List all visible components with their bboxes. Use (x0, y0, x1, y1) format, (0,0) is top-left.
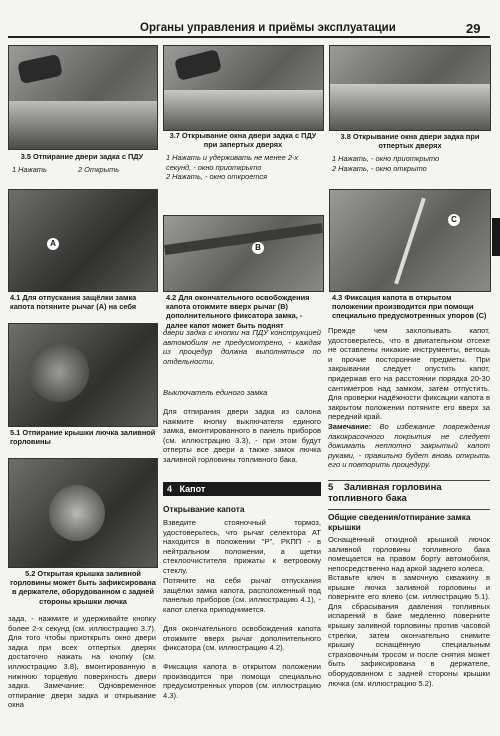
bonnet-text-4: Фиксация капота в открытом положении производится при помощи специально предусмотренных упоров (см. иллюстрацию 4.3). (163, 662, 321, 700)
figure-5-2-caption: 5.2 Открытая крышка заливной горловины может быть зафиксирована в держателе, оборудованном с задней стороны крышки лючка (10, 569, 156, 606)
section-5-number: 5 (328, 482, 334, 493)
bonnet-text-2: Потяните на себя рычаг отпускания защёлки замка капота, расположенный под панелью приборов (см. иллюстрацию 4.1), - капот слегка приподнимется. (163, 576, 321, 614)
marker-a: A (47, 238, 59, 250)
fuel-cap-image (49, 485, 105, 541)
section-4-header (163, 482, 321, 496)
photo-4-3 (329, 189, 491, 292)
bonnet-opening-heading: Открывание капота (163, 504, 245, 514)
figure-4-1-caption: 4.1 Для отпускания защёлки замка капота потяните рычаг (А) на себя (10, 293, 137, 312)
figure-4-3-caption: 4.3 Фиксация капота в открытом положении производится при помощи специально предусмотренных упоров (C) (332, 293, 487, 321)
section-5-header (328, 482, 490, 504)
section-5-rule-bottom (328, 509, 490, 510)
header-rule (8, 36, 490, 38)
fuel-filler-heading: Общие сведения/отпирание замка крышки (328, 512, 471, 532)
photo-5-1 (8, 323, 158, 427)
bonnet-text-3: Для окончательного освобождения капота отожмите вверх рычаг дополнительного фиксатора (см. иллюстрацию 4.2). (163, 624, 321, 653)
photo-4-1 (8, 189, 158, 292)
figure-5-1-caption: 5.1 Отпирание крышки лючка заливной горловины (10, 428, 156, 447)
bonnet-text-1: Взведите стояночный тормоз, удостоверьтесь, что рычаг селектора АТ находится в положении "Р", РКПП - в нейтральном положении, а щетки стеклоочистителя прижаты к ветровому стеклу. (163, 518, 321, 575)
key-fob-image (174, 49, 222, 81)
figure-4-2-caption: 4.2 Для окончательного освобождения капота отожмите вверх рычаг (B) дополнительного фиксатора замка, - далее капот может быть поднят (166, 293, 310, 330)
running-header-title: Органы управления и приёмы эксплуатации (140, 22, 396, 34)
section-5-title: Заливная горловина топливного бака (328, 482, 442, 504)
section-4-title: Капот (179, 484, 206, 494)
figure-3-7-item-1: 1 Нажать и удерживать не менее 2-х секунд, - окно приоткрыто (166, 153, 299, 172)
car-trunk-image (330, 84, 490, 130)
car-trunk-image (9, 101, 157, 149)
photo-3-8 (329, 45, 491, 131)
left-column-text: зада, - нажмите и удерживайте кнопку более 2-х секунд (см. иллюстрацию 3.7). Для того чтобы приоткрыть окно двери задка при всех отпертых дверях достаточно нажать на кнопку (см. иллюстрацию 3.8), вмонтированную в нижнюю торцевую поверхность двери задка. Замечание: Одновременное отпирание двери задка и открывание окна (8, 614, 156, 710)
fuel-filler-text-1: Оснащённый откидной крышкой лючок заливной горловины топливного бака помещается на правом борту автомобиля, непосредственно над аркой заднего колеса. (328, 535, 490, 573)
figure-3-7-item-2: 2 Нажать, - окно откроется (166, 172, 268, 181)
figure-3-8-item-1: 1 Нажать, - окно приоткрыто (332, 154, 440, 163)
note-label: Замечание: (328, 422, 372, 431)
photo-4-2 (163, 215, 324, 292)
chapter-tab-marker (492, 218, 500, 256)
bonnet-closing-text: Прежде чем захлопывать капот, удостоверьтесь, что в двигательном отсеке не оставлены никакие инструменты, ветошь и прочие посторонние предметы. При закрывании следует опустить капот, придержав его на расстоянии порядка 20-30 сантиметров над замком, затем отпустить. Для проверки надёжности фиксации капота в закрытом положении потяните его вверх за передний край. (328, 326, 490, 422)
single-lock-switch-heading: Выключатель единого замка (163, 388, 268, 397)
figure-3-5-caption: 3.5 Отпирание двери задка с ПДУ (20, 152, 144, 161)
marker-c: C (448, 214, 460, 226)
figure-3-7-caption: 3.7 Открывание окна двери задка с ПДУ при запертых дверях (169, 131, 317, 150)
figure-3-8-item-2: 2 Нажать, - окно открыто (332, 164, 427, 173)
single-lock-switch-text: Для отпирания двери задка из салона нажмите кнопку выключателя единого замка, вмонтированного в панель приборов (см. иллюстрацию 3.3), - при этом будут отперты все двери а также замок лючка заливной горловины топливного бака. (163, 407, 321, 464)
fuel-filler-text-2: Вставьте ключ в замочную скважину в крышке лючка заливной горловины и поверните его влево (см. иллюстрацию 5.1). Для сбрасывания давления топливных испарений в баке медленно поверните крышку заливной горловины против часовой стрелки, затем окончательно снимите крышку оснащённую специальным страховочным тросом и после снятия может быть зафиксирована в держателе, оборудованном с задней стороны крышки лючка (см. иллюстрацию 5.2). (328, 573, 490, 688)
photo-3-5 (8, 45, 158, 150)
photo-5-2 (8, 458, 158, 568)
key-fob-image (17, 54, 63, 84)
middle-column-intro: двери задка с кнопки на ПДУ конструкцией автомобиля не предусмотрено, - каждая из процедур должна выполняться по отдельности. (163, 328, 321, 366)
note-text: Во избежание повреждения лакокрасочного покрытия не следует дожимать неплотно закрытый капот руками, - правильно будет вновь открыть его и повторить процедуру. (328, 422, 490, 470)
section-5-rule (328, 480, 490, 481)
fuel-flap-image (29, 342, 89, 402)
page-number: 29 (466, 21, 481, 36)
car-trunk-image (164, 90, 323, 130)
bonnet-strut-image (394, 198, 426, 285)
figure-3-5-item-1: 1 Нажать (12, 165, 47, 174)
figure-3-5-item-2: 2 Открыть (78, 165, 120, 174)
bonnet-edge-image (164, 223, 323, 255)
figure-3-8-caption: 3.8 Открывание окна двери задка при отпертых дверях (340, 132, 480, 151)
photo-3-7 (163, 45, 324, 131)
marker-b: B (252, 242, 264, 254)
bonnet-note (328, 422, 490, 470)
section-4-number: 4 (167, 484, 173, 494)
